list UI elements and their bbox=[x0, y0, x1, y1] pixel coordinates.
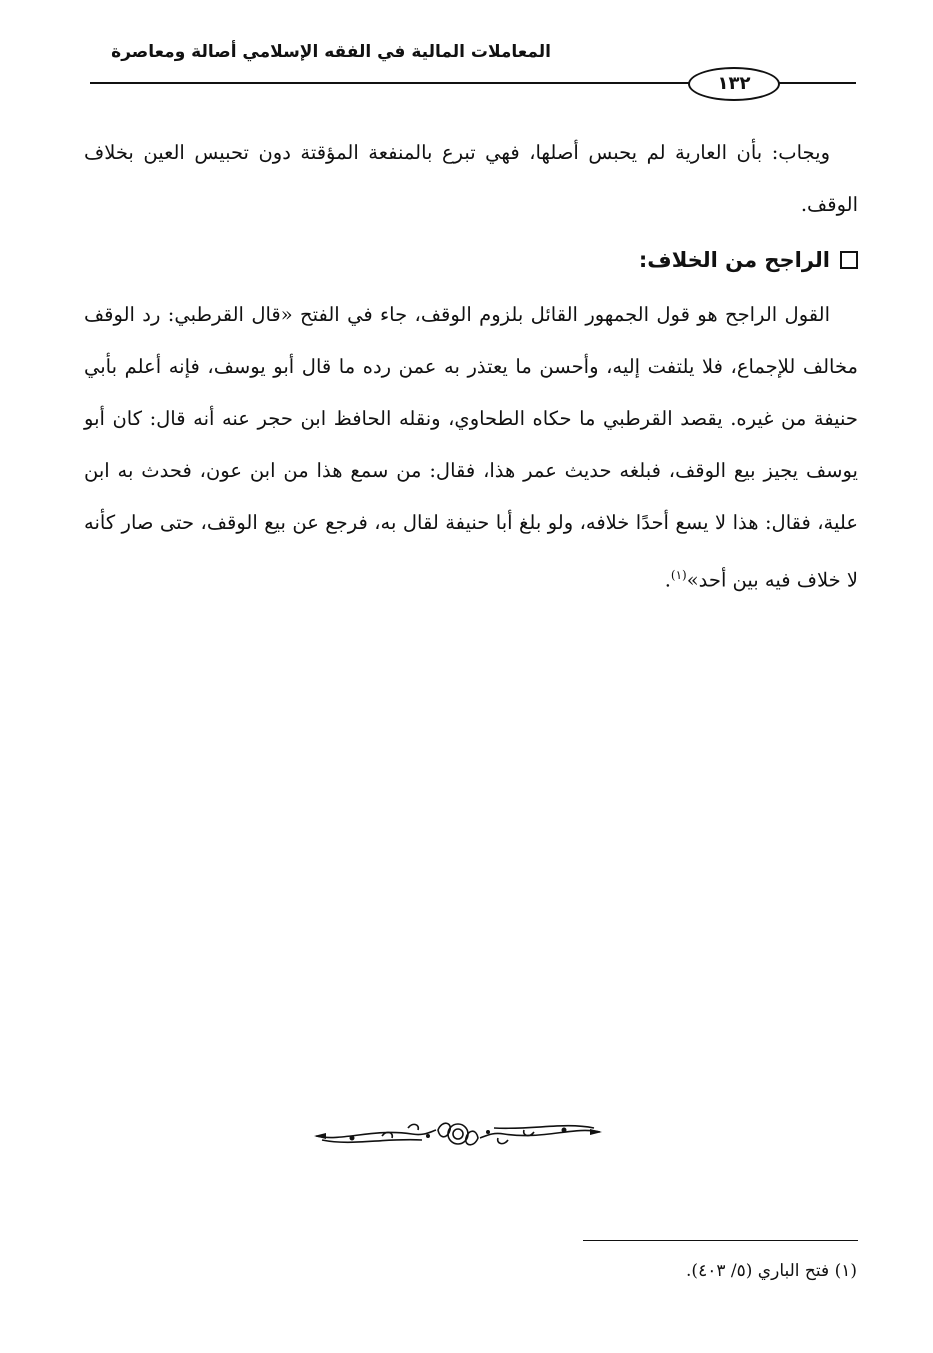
section-heading bbox=[84, 234, 858, 286]
footnote-reference[interactable]: (١) bbox=[670, 568, 687, 582]
section-heading-label: الراجح من الخلاف: bbox=[638, 248, 830, 272]
ornament-divider-icon bbox=[312, 1116, 604, 1152]
paragraph-end-mark: . bbox=[664, 568, 671, 592]
paragraph-rebuttal: ويجاب: بأن العارية لم يحبس أصلها، فهي تبرع بالمنفعة المؤقتة دون تحبيس العين بخلاف الوقف. bbox=[84, 141, 858, 216]
running-header-title: المعاملات المالية في الفقه الإسلامي أصالة ومعاصرة bbox=[111, 42, 551, 62]
paragraph-preferred-opinion bbox=[84, 289, 858, 607]
footnote-separator bbox=[583, 1240, 858, 1241]
square-bullet-icon bbox=[840, 251, 858, 269]
main-text bbox=[84, 127, 858, 607]
footnote-marker: (١) bbox=[834, 1261, 857, 1281]
paragraph-preferred-opinion-text: القول الراجح هو قول الجمهور القائل بلزوم الوقف، جاء في الفتح «قال القرطبي: رد الوقف مخالف للإجماع، فلا يلتفت إليه، وأحسن ما يعتذر به عمن رده ما قال أبو يوسف، فإنه أعلم بأبي حنيفة من غيره. يقصد القرطبي ما حكاه الطحاوي، ونقله الحافظ ابن حجر عنه أنه قال: كان أبو يوسف يجيز بيع الوقف، فبلغه حديث عمر هذا، فقال: من سمع هذا من ابن عون، فحدث به ابن علية، فقال: هذا لا يسع أحدًا خلافه، ولو بلغ أبا حنيفة لقال به، فرجع عن بيع الوقف، حتى صار كأنه لا خلاف فيه بين أحد» bbox=[84, 303, 858, 592]
footnote-text: فتح الباري (٥/ ٤٠٣). bbox=[686, 1261, 830, 1281]
page-number: ١٣٢ bbox=[688, 67, 780, 101]
footnote-1 bbox=[457, 1258, 857, 1284]
